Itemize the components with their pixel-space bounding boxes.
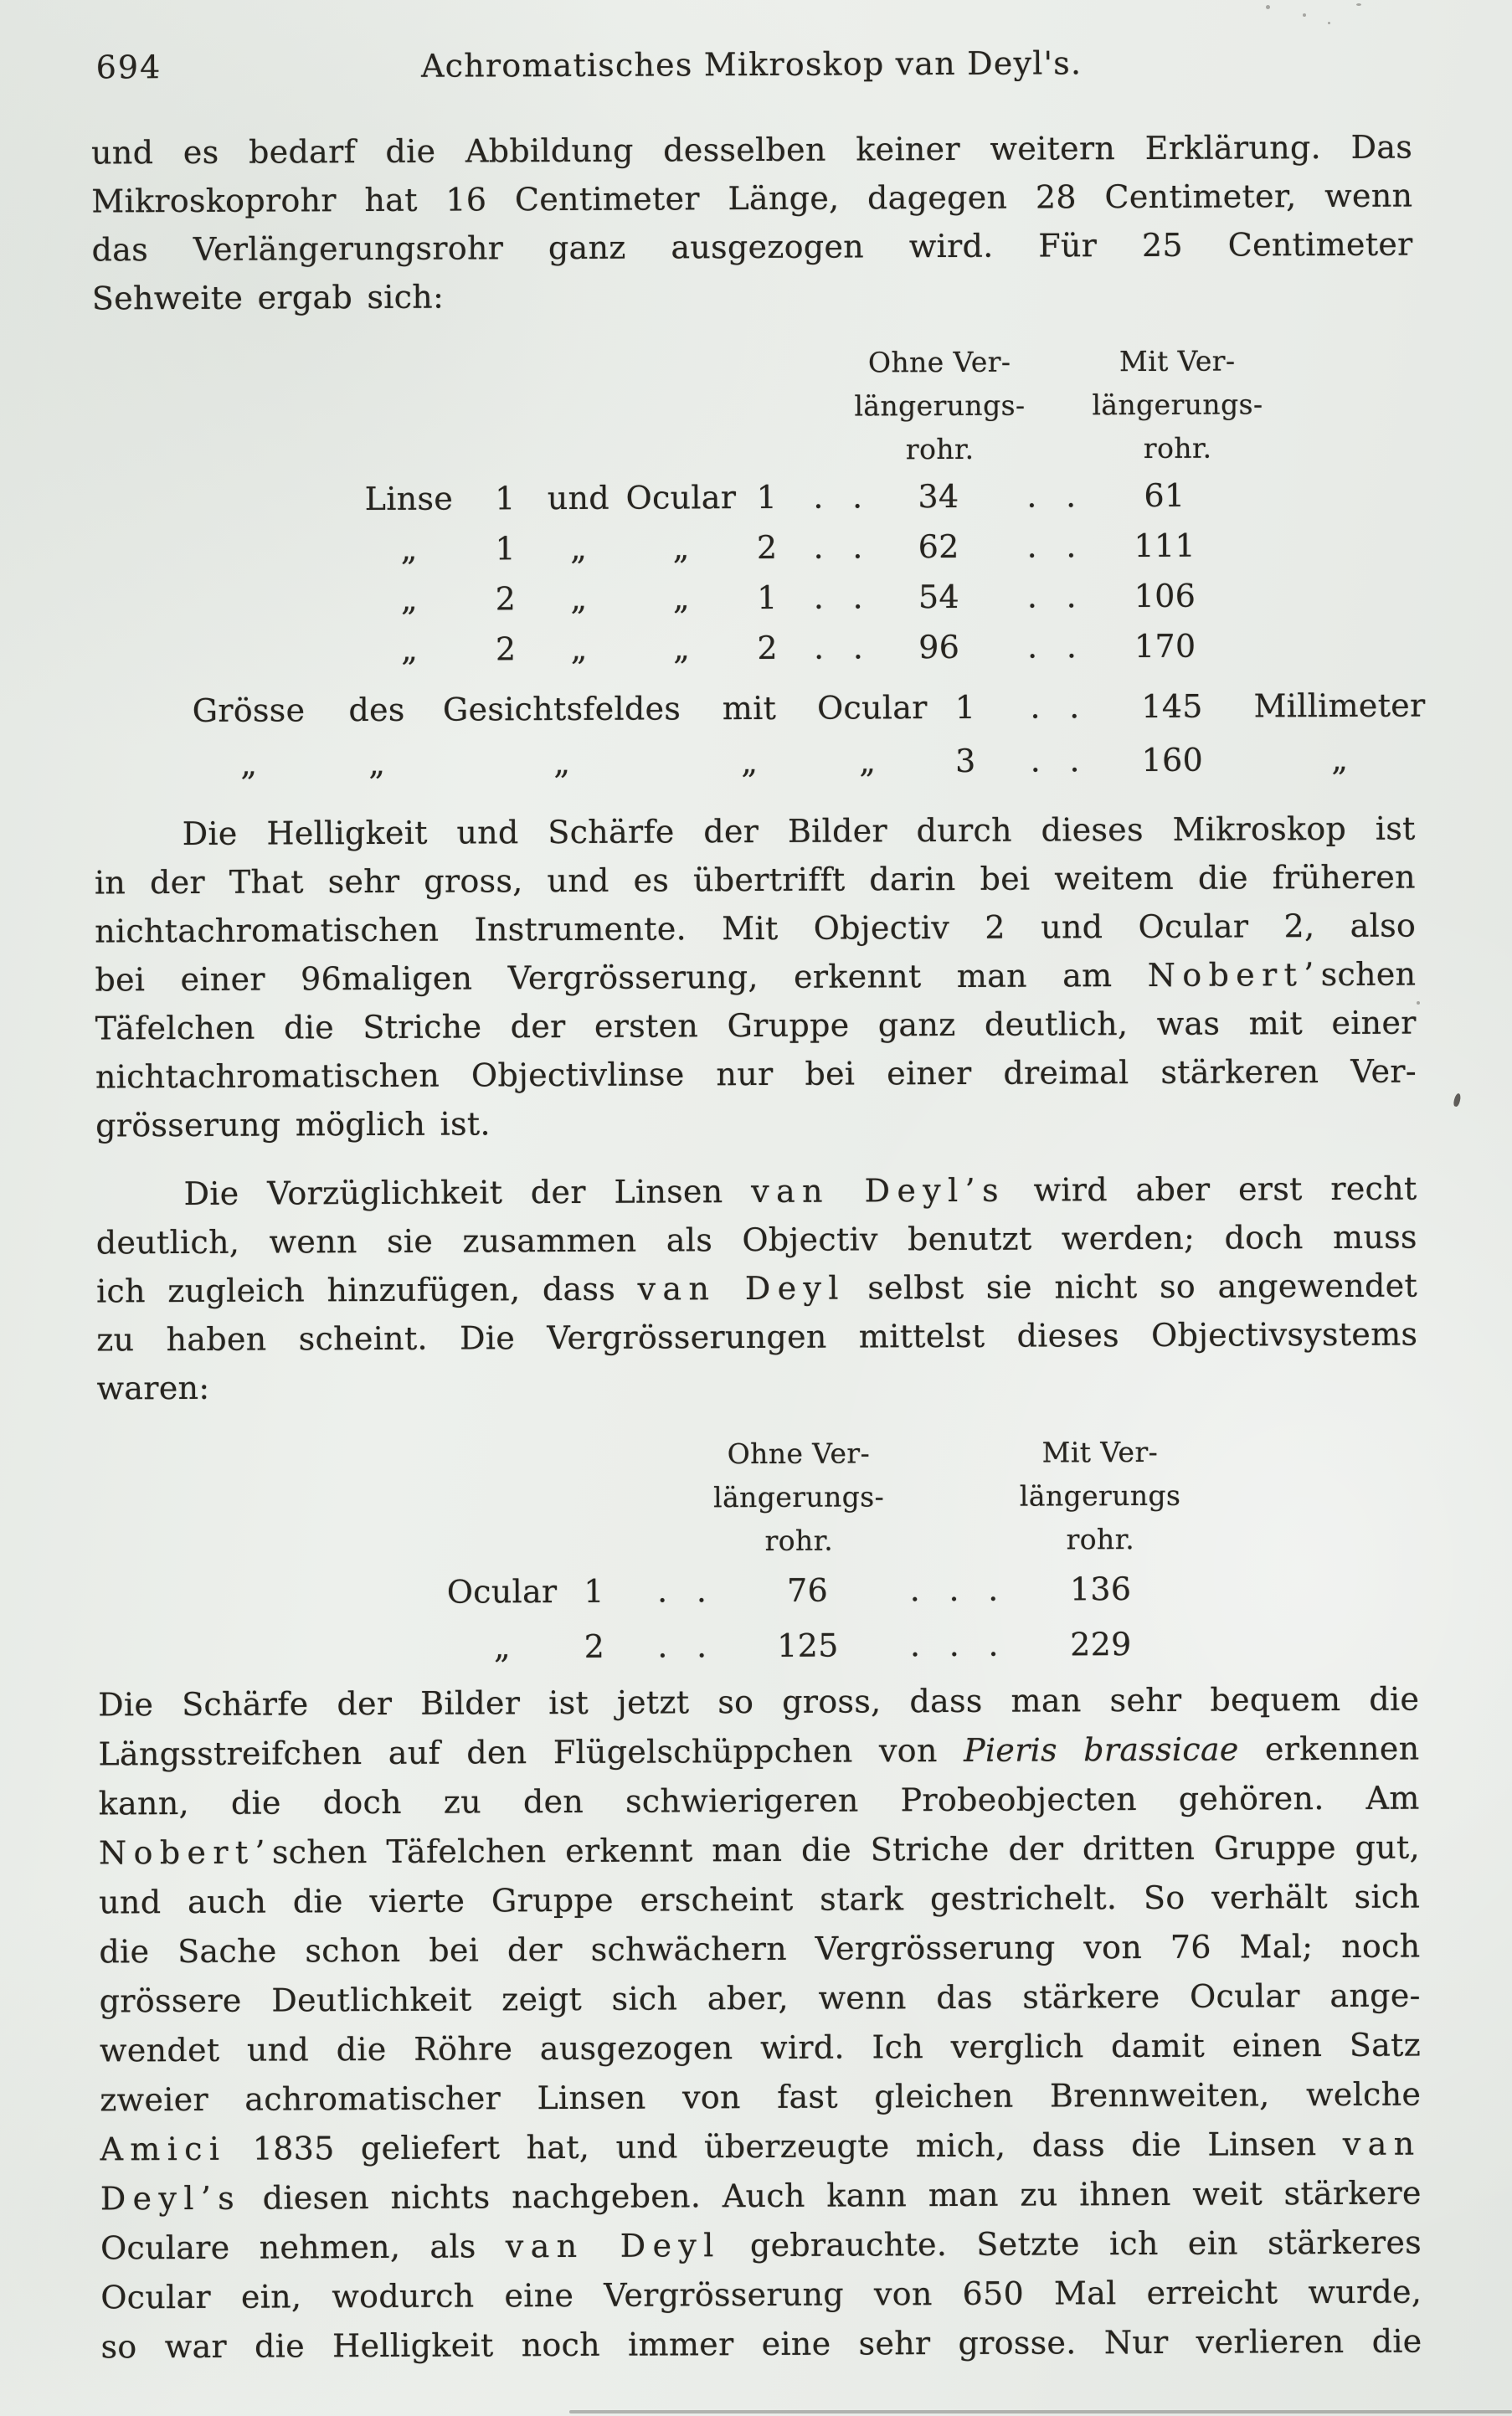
table-cell: 1 [954, 688, 976, 726]
text-line [99, 1922, 1420, 1977]
table-cell: Linse [364, 480, 454, 518]
table-row [345, 620, 1415, 676]
text-run: Ocular ein, wodurch eine Vergrösserung von 650 Mal erreicht wurde, [100, 2273, 1422, 2316]
table-cell: „ [400, 580, 419, 618]
emphasized-name: van Deyl [637, 1269, 846, 1308]
table-cell: . . . [909, 1570, 999, 1609]
table-row [435, 1560, 1418, 1620]
text-line [100, 2218, 1422, 2274]
table-cell: 61 [1144, 476, 1185, 514]
text-run: diesen nichts nachgeben. Auch kann man zu ihnen weit stärkere [241, 2174, 1422, 2217]
table-cell: 1 [495, 480, 516, 517]
text-run: ich zugleich hinzufügen, dass [95, 1270, 638, 1310]
table-cell: „ [672, 579, 691, 617]
table-cell: 170 [1134, 627, 1196, 666]
table-cell: 96 [918, 628, 960, 666]
table-cell: . . [1030, 688, 1080, 726]
table-cell: 229 [1070, 1626, 1132, 1663]
text-line [95, 999, 1417, 1053]
table-row [344, 570, 1414, 625]
table-cell: 2 [495, 580, 517, 618]
table-row [344, 470, 1414, 525]
text-line [96, 1310, 1417, 1365]
text-run: die Sache schon bei der schwächern Vergrösserung von 76 Mal; noch [99, 1927, 1421, 1971]
text-line [91, 172, 1412, 226]
text-line [95, 1164, 1417, 1219]
text-run: das Verlängerungsrohr ganz ausgezogen wird. Für 25 Centimeter [91, 225, 1413, 269]
text-run: wird aber erst recht [1005, 1169, 1417, 1209]
table-cell: „ [368, 744, 386, 783]
table-cell: „ [240, 745, 258, 783]
text-run: grösserung möglich ist. [95, 1105, 491, 1144]
page-content [91, 41, 1426, 2372]
text-line [95, 1047, 1417, 1102]
text-run: Die Vorzüglichkeit der Linsen [183, 1173, 752, 1212]
table-cell: „ [673, 630, 691, 667]
text-line [95, 853, 1416, 907]
table-cell: 54 [918, 578, 960, 616]
table-cell: und [547, 479, 610, 517]
table-row [186, 679, 1426, 738]
text-run: schen [1320, 955, 1417, 994]
table-cell: 1 [495, 530, 517, 568]
scan-edge-line [569, 2410, 1512, 2413]
text-line [91, 220, 1412, 275]
table-cell: . . [1026, 477, 1077, 515]
text-run: Sehweite ergab sich: [91, 278, 445, 317]
table-field-of-view-rows [94, 679, 1426, 792]
emphasized-name: Nobert’ [98, 1833, 273, 1872]
table-single-lens-magnification [92, 339, 1426, 792]
text-line [98, 1725, 1419, 1780]
emphasized-name: Amici [100, 2130, 227, 2168]
table-cell: Gesichtsfeldes [442, 690, 681, 728]
text-line [100, 2021, 1421, 2076]
table-cell: 3 [954, 742, 976, 779]
text-run: Längsstreifchen auf den Flügelschüppchen von [98, 1731, 964, 1773]
table-cell: mit [722, 689, 777, 727]
table-cell: „ [672, 529, 690, 567]
species-name: Pieris brassicae [963, 1730, 1239, 1769]
table-cell: 160 [1141, 741, 1204, 779]
text-run: schen Täfelchen erkennt man die Striche der dritten Gruppe gut, [271, 1828, 1421, 1871]
text-line [100, 2070, 1421, 2126]
table-cell: 34 [918, 477, 959, 516]
text-line [92, 269, 1413, 323]
text-run: zweier achromatischer Linsen von fast gleichen Brennweiten, welche [100, 2075, 1422, 2119]
text-line [100, 2268, 1422, 2323]
table-cell: . . [814, 629, 864, 666]
table-headers [97, 1430, 1419, 1566]
scan-speck [1417, 1001, 1420, 1005]
table-cell: . . [1026, 578, 1077, 615]
text-line [99, 1823, 1420, 1879]
emphasized-name: Nobert’ [1147, 956, 1321, 994]
scan-speck [1356, 3, 1361, 6]
table-cell: 145 [1141, 687, 1203, 725]
table-cell: . . [656, 1572, 707, 1610]
table-cell: 2 [584, 1627, 605, 1665]
paragraph-sharpness [98, 1675, 1422, 2372]
table-cell: 2 [756, 528, 778, 566]
table-cell: 2 [757, 629, 779, 666]
text-run: deutlich, wenn sie zusammen als Objectiv benutzt werden; doch muss [95, 1218, 1417, 1262]
text-run: Täfelchen die Striche der ersten Gruppe ganz deutlich, was mit einer [95, 1004, 1417, 1047]
emphasized-name: Deyl’s [100, 2179, 242, 2218]
scan-speck [1266, 5, 1270, 9]
text-line [95, 950, 1416, 1005]
paragraph-lens-system [95, 1164, 1417, 1413]
paragraph-intro [91, 123, 1413, 323]
text-run: zu haben scheint. Die Vergrösserungen mittelst dieses Objectivsystems [96, 1315, 1418, 1359]
text-line [98, 1675, 1419, 1730]
table-cell: 106 [1134, 577, 1196, 615]
text-line [96, 1213, 1417, 1267]
text-line [99, 1774, 1420, 1829]
table-cell: 1 [756, 478, 778, 516]
text-run: erkennen [1238, 1730, 1420, 1768]
column-header: Ohne Ver- längerungs- rohr. [854, 345, 1026, 466]
text-run: bei einer 96maligen Vergrösserung, erkennt man am [95, 956, 1148, 999]
text-line [99, 1873, 1420, 1928]
table-objective-system-magnification [97, 1430, 1419, 1677]
text-run: Die Helligkeit und Schärfe der Bilder durch dieses Mikroskop ist [182, 810, 1416, 852]
table-cell: . . [657, 1627, 707, 1665]
table-cell: „ [553, 743, 571, 782]
text-line [100, 2169, 1422, 2224]
table-cell: „ [493, 1628, 511, 1666]
table-cell: 2 [495, 630, 517, 668]
text-run: Die Schärfe der Bilder ist jetzt so gross, dass man sehr bequem die [98, 1680, 1420, 1724]
emphasized-name: van [1342, 2125, 1422, 2162]
table-cell: „ [859, 743, 877, 780]
table-cell: 76 [787, 1571, 829, 1609]
table-cell: „ [1331, 740, 1349, 778]
text-run: 1835 geliefert hat, und überzeugte mich, dass die Linsen [226, 2125, 1343, 2167]
table-cell: „ [401, 630, 419, 668]
scan-speck [1303, 13, 1306, 17]
table-body [97, 1560, 1419, 1677]
text-run: nichtachromatischen Objectivlinse nur bei einer dreimal stärkeren Ver- [95, 1052, 1417, 1096]
table-body [93, 470, 1415, 676]
text-run: gebrauchte. Setzte ich ein stärkeres [720, 2223, 1422, 2264]
table-cell: Grösse [192, 691, 306, 729]
text-run: selbst sie nicht so angewendet [845, 1267, 1418, 1307]
text-line [95, 902, 1416, 956]
text-run: und es bedarf die Abbildung desselben keiner weitern Erklärung. Das [91, 128, 1413, 172]
column-header: Mit Ver- längerungs rohr. [1019, 1435, 1181, 1556]
table-cell: 136 [1069, 1570, 1132, 1608]
emphasized-name: van Deyl’s [751, 1171, 1005, 1211]
table-cell: . . [1026, 527, 1077, 565]
text-line [96, 1359, 1417, 1413]
table-cell: 62 [918, 527, 959, 566]
text-run: so war die Helligkeit noch immer eine sehr grosse. Nur verlieren die [100, 2322, 1422, 2366]
text-line [100, 1971, 1421, 2027]
table-cell: „ [570, 630, 588, 667]
text-run: wendet und die Röhre ausgezogen wird. Ich verglich damit einen Satz [99, 2026, 1422, 2069]
table-cell: des [348, 691, 405, 729]
scan-speck [1328, 22, 1330, 24]
text-line [100, 2120, 1421, 2175]
table-cell: „ [741, 743, 759, 781]
table-cell: . . [813, 578, 864, 616]
scan-margin-mark [1453, 1092, 1462, 1107]
table-cell: . . [813, 478, 863, 516]
text-line [95, 1096, 1417, 1150]
table-cell: „ [570, 579, 588, 617]
table-cell: „ [570, 529, 588, 567]
page-header [91, 41, 1412, 89]
column-header: Mit Ver- längerungs- rohr. [1092, 344, 1263, 465]
table-cell: 111 [1134, 527, 1196, 565]
table-cell: 1 [584, 1572, 604, 1610]
text-line [91, 123, 1412, 177]
text-line [100, 2317, 1422, 2372]
table-cell: „ [400, 530, 418, 568]
table-row [344, 520, 1414, 575]
table-row [435, 1616, 1419, 1675]
table-cell: . . [813, 528, 863, 566]
text-line [95, 804, 1416, 859]
text-run: waren: [96, 1369, 210, 1407]
table-cell: . . [1027, 628, 1077, 666]
running-title: Achromatisches Mikroskop van Deyl's. [420, 44, 1083, 85]
emphasized-name: van Deyl [505, 2227, 721, 2265]
text-run: in der That sehr gross, und es übertrifft darin bei weitem die früheren [94, 858, 1416, 902]
column-header: Ohne Ver- längerungs- rohr. [713, 1437, 885, 1557]
table-cell: Millimeter [1253, 686, 1426, 725]
text-run: kann, die doch zu den schwierigeren Probeobjecten gehören. Am [98, 1779, 1420, 1822]
table-cell: Ocular [816, 689, 928, 727]
text-line [96, 1262, 1417, 1316]
table-row [186, 733, 1415, 791]
table-headers [92, 339, 1414, 475]
table-cell: Ocular [446, 1573, 558, 1611]
table-cell: 1 [757, 578, 778, 616]
text-run: Oculare nehmen, als [100, 2228, 506, 2267]
table-cell: . . [1030, 742, 1080, 779]
text-run: und auch die vierte Gruppe erscheint stark gestrichelt. So verhält sich [99, 1878, 1421, 1921]
text-run: Mikroskoprohr hat 16 Centimeter Länge, dagegen 28 Centimeter, wenn [91, 177, 1413, 220]
table-cell: Ocular [625, 479, 737, 517]
text-run: nichtachromatischen Instrumente. Mit Objectiv 2 und Ocular 2, also [95, 907, 1417, 950]
paragraph-brightness [95, 804, 1417, 1150]
text-run: grössere Deutlichkeit zeigt sich aber, wenn das stärkere Ocular ange- [99, 1976, 1421, 2020]
table-cell: . . . [909, 1626, 999, 1664]
page-number: 694 [95, 49, 162, 86]
table-cell: 125 [777, 1627, 839, 1664]
